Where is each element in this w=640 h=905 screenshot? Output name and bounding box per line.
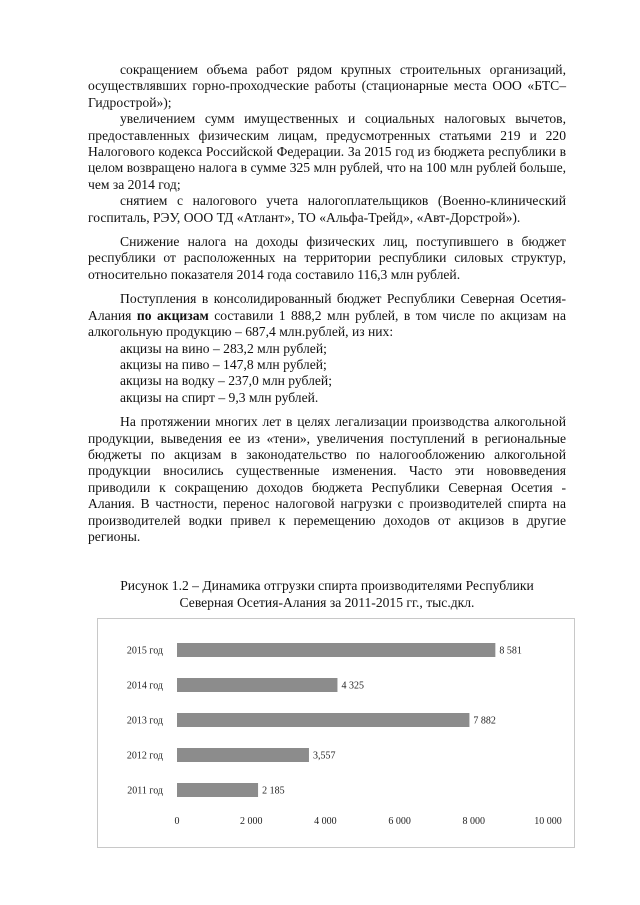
paragraph-6: На протяжении многих лет в целях легализации производства алкогольной продукции, выведения ее из «тени», увеличения поступлений в региональные бюджеты по акцизам в законодательство по налогообложению алкогольной продукции вносились существенные изменения. Часто эти нововведения приводили к сокращению доходов бюджета Республики Северная Осетия - Алания. В частности, перенос налоговой нагрузки с производителей спирта на производителей водки привел к перемещению доходов от акцизов в другие регионы. [88,414,566,544]
x-tick-label: 10 000 [534,816,562,827]
bar-2012-год [177,748,309,762]
value-label: 2 185 [262,785,285,797]
body-text [88,62,566,545]
value-label: 8 581 [499,645,522,657]
paragraph-5-part-a: Поступления в консолидированный бюджет Республики Северная Осетия-Алания [88,291,566,323]
excise-item-spirit: акцизы на спирт – 9,3 млн рублей. [120,389,319,405]
category-label: 2015 год [126,645,163,657]
paragraph-1: сокращением объема работ рядом крупных строительных организаций, осуществлявших горно-проходческие работы (стационарные места ООО «БТС–Гидрострой»); [88,62,566,110]
bar-2011-год [177,783,258,797]
x-tick-label: 8 000 [462,816,486,827]
paragraph-5 [88,291,566,340]
category-label: 2013 год [126,715,163,727]
figure-caption [88,578,566,611]
x-tick-label: 2 000 [239,816,263,827]
category-label: 2014 год [126,680,163,692]
excise-item-beer: акцизы на пиво – 147,8 млн рублей; [120,356,327,372]
bar-2013-год [177,713,469,727]
x-tick-label: 0 [174,816,180,827]
excise-list [88,341,566,407]
excise-item-vodka: акцизы на водку – 237,0 млн рублей; [120,373,332,389]
paragraph-4: Снижение налога на доходы физических лиц, поступившего в бюджет республики от расположенных на территории республики силовых структур, относительно показателя 2014 года составило 116,3 млн рублей. [88,234,566,282]
bar-2014-год [177,678,337,692]
x-tick-label: 4 000 [314,816,337,827]
chart-canvas [98,619,574,847]
bar-2015-год [177,643,495,657]
category-label: 2011 год [127,785,163,797]
value-label: 7 882 [473,715,496,727]
value-label: 3,557 [312,750,336,762]
paragraph-5-part-c: составили 1 888,2 млн рублей, в том числе по акцизам на алкогольную продукцию – 687,4 млн.рублей, из них: [88,307,566,340]
shipment-bar-chart [97,618,575,848]
paragraph-2: увеличением сумм имущественных и социальных налоговых вычетов, предоставленных физическим лицам, предусмотренных статьями 219 и 220 Налогового кодекса Российской Федерации. За 2015 год из бюджета республики в целом возвращено налога в сумме 325 млн рублей, что на 100 млн рублей больше, чем за 2014 год; [88,111,566,192]
value-label: 4 325 [341,680,364,692]
paragraph-5-bold: по акцизам [136,307,209,323]
excise-item-wine: акцизы на вино – 283,2 млн рублей; [120,340,327,356]
figure-caption-line-2: Северная Осетия-Алания за 2011-2015 гг., тыс.дкл. [179,594,475,610]
category-label: 2012 год [126,750,163,762]
figure-caption-line-1: Рисунок 1.2 – Динамика отгрузки спирта производителями Республики [120,578,534,593]
paragraph-3: снятием с налогового учета налогоплательщиков (Военно-клинический госпиталь, РЭУ, ООО ТД «Атлант», ТО «Альфа-Трейд», «Авт-Дорстрой»). [88,193,566,225]
x-tick-label: 6 000 [388,816,411,827]
